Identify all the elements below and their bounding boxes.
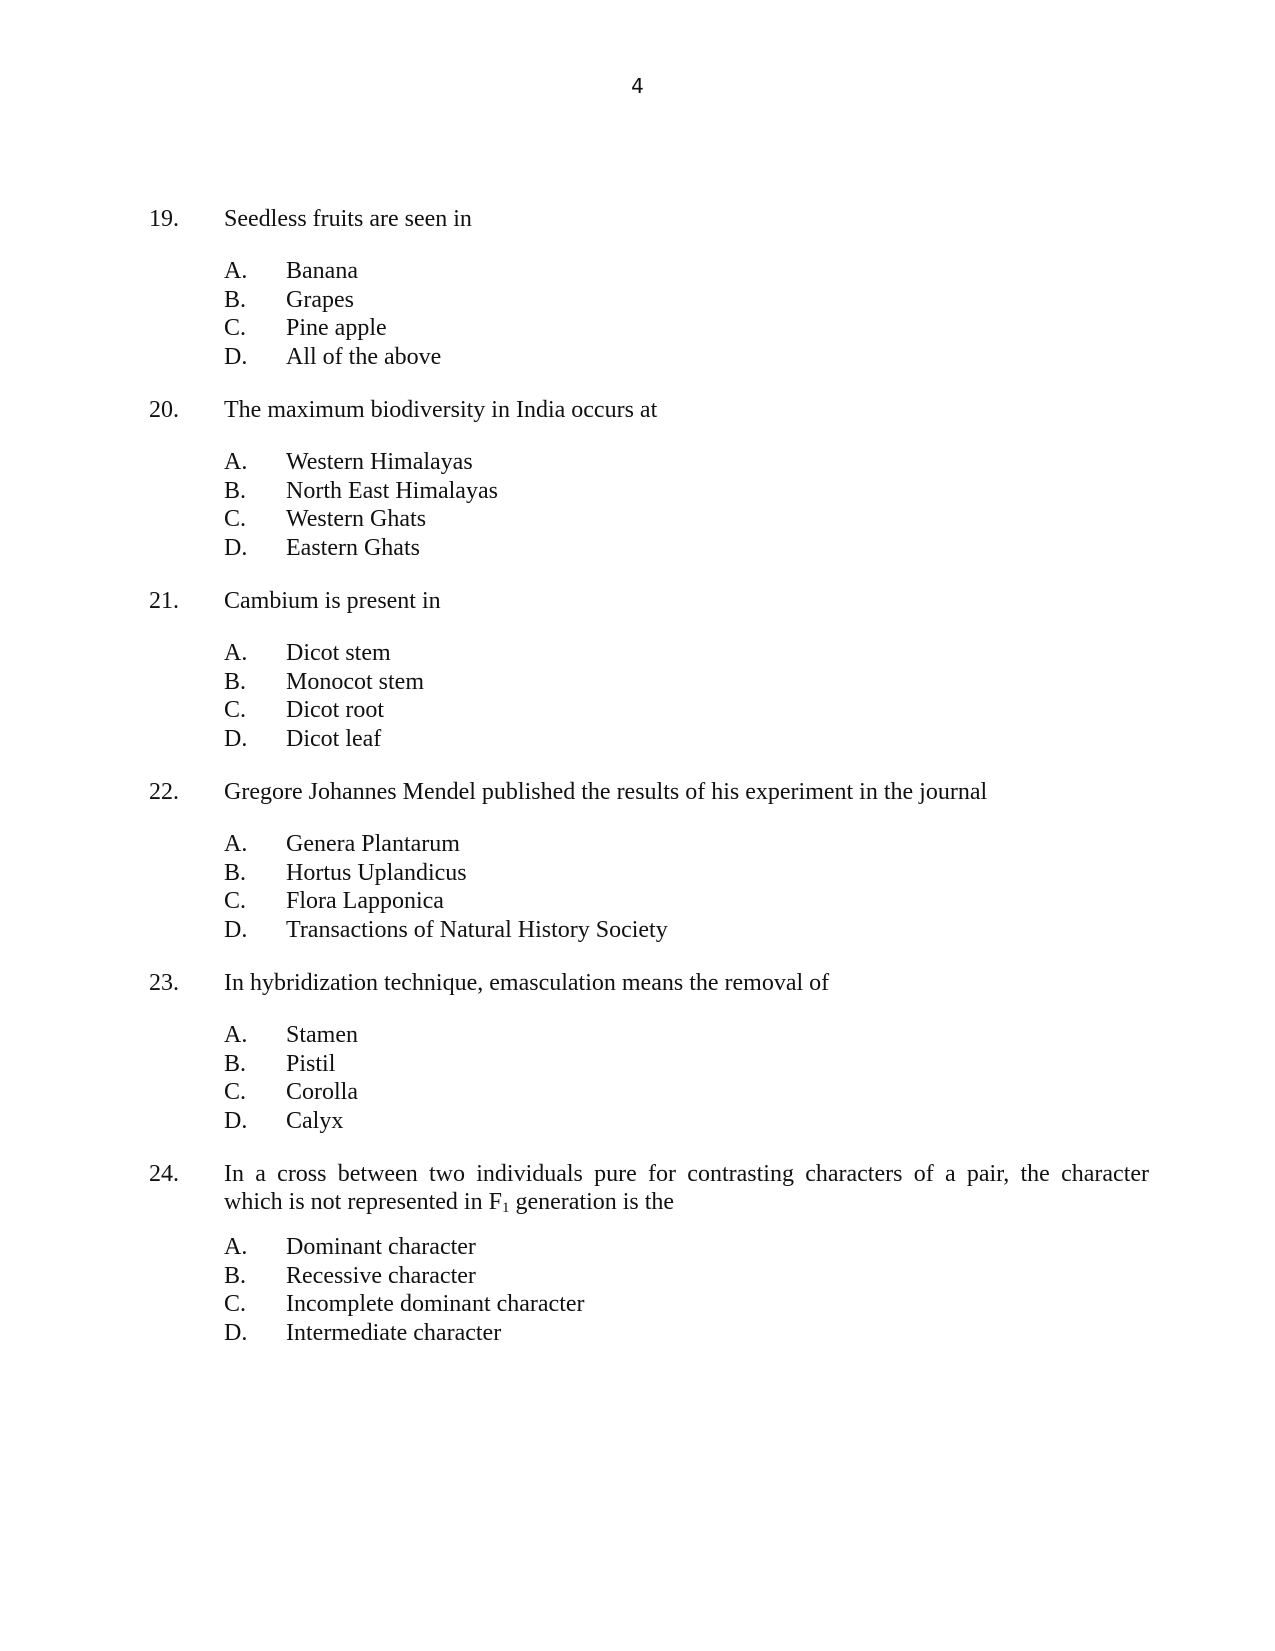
- option-d[interactable]: [224, 534, 1149, 563]
- option-letter: C.: [224, 1079, 247, 1106]
- option-c[interactable]: [224, 1078, 1149, 1107]
- option-a[interactable]: [224, 639, 1149, 668]
- question-text: Seedless fruits are seen in: [224, 206, 472, 232]
- option-text: Transactions of Natural History Society: [286, 917, 668, 944]
- question-21: [149, 587, 1149, 754]
- option-text: Dominant character: [286, 1234, 476, 1260]
- option-a[interactable]: [224, 448, 1149, 477]
- option-letter: A.: [224, 1022, 248, 1048]
- option-list: [224, 257, 1149, 372]
- option-letter: B.: [224, 859, 247, 886]
- option-letter: B.: [224, 477, 247, 504]
- option-letter: D.: [224, 1108, 248, 1135]
- option-b[interactable]: [224, 286, 1149, 315]
- option-c[interactable]: [224, 696, 1149, 725]
- question-text-part: generation is the: [509, 1189, 675, 1215]
- option-b[interactable]: [224, 1262, 1149, 1291]
- option-b[interactable]: [224, 1050, 1149, 1079]
- option-letter: A.: [224, 449, 248, 475]
- option-b[interactable]: [224, 859, 1149, 888]
- option-list: [224, 830, 1149, 945]
- option-letter: C.: [224, 888, 247, 915]
- option-list: [224, 448, 1149, 563]
- option-letter: C.: [224, 1291, 247, 1318]
- question-22: [149, 778, 1149, 945]
- option-text: Stamen: [286, 1022, 358, 1048]
- question-23: [149, 969, 1149, 1136]
- option-letter: B.: [224, 286, 247, 313]
- option-d[interactable]: [224, 1107, 1149, 1136]
- option-letter: C.: [224, 506, 247, 533]
- option-text: Intermediate character: [286, 1320, 502, 1347]
- question-text-line-2: [224, 1188, 1149, 1216]
- page-number: 4: [631, 74, 644, 98]
- option-letter: D.: [224, 1320, 248, 1347]
- option-d[interactable]: [224, 725, 1149, 754]
- question-text: [224, 1160, 1149, 1216]
- question-number: 21.: [149, 588, 179, 614]
- question-text: Gregore Johannes Mendel published the results of his experiment in the journal: [224, 779, 988, 805]
- option-text: Recessive character: [286, 1262, 476, 1289]
- question-number: 24.: [149, 1161, 179, 1187]
- option-d[interactable]: [224, 1319, 1149, 1348]
- option-letter: C.: [224, 315, 247, 342]
- option-d[interactable]: [224, 343, 1149, 372]
- question-text: The maximum biodiversity in India occurs at: [224, 397, 658, 423]
- option-text: Pine apple: [286, 315, 387, 342]
- option-a[interactable]: [224, 1021, 1149, 1050]
- option-letter: A.: [224, 1234, 248, 1260]
- option-text: Western Himalayas: [286, 449, 473, 475]
- option-d[interactable]: [224, 916, 1149, 945]
- option-text: Dicot root: [286, 697, 384, 724]
- option-list: [224, 639, 1149, 754]
- option-text: Grapes: [286, 286, 354, 313]
- option-a[interactable]: [224, 257, 1149, 286]
- option-c[interactable]: [224, 887, 1149, 916]
- option-text: North East Himalayas: [286, 477, 498, 504]
- subscript: 1: [501, 1200, 510, 1216]
- option-letter: A.: [224, 640, 248, 666]
- option-letter: D.: [224, 917, 248, 944]
- option-list: [224, 1233, 1149, 1348]
- question-number: 19.: [149, 206, 179, 232]
- question-24: [149, 1160, 1149, 1348]
- option-text: Corolla: [286, 1079, 358, 1106]
- option-text: All of the above: [286, 344, 442, 371]
- question-number: 20.: [149, 397, 179, 423]
- option-a[interactable]: [224, 830, 1149, 859]
- option-c[interactable]: [224, 314, 1149, 343]
- option-c[interactable]: [224, 1290, 1149, 1319]
- option-letter: B.: [224, 1262, 247, 1289]
- option-b[interactable]: [224, 668, 1149, 697]
- option-text: Genera Plantarum: [286, 831, 460, 857]
- option-text: Incomplete dominant character: [286, 1291, 585, 1318]
- question-text-part: which is not represented in F: [224, 1189, 502, 1215]
- option-text: Dicot leaf: [286, 726, 382, 753]
- question-text: In hybridization technique, emasculation means the removal of: [224, 970, 830, 996]
- option-letter: D.: [224, 535, 248, 562]
- option-text: Eastern Ghats: [286, 535, 420, 562]
- question-text-line-1: In a cross between two individuals pure for contrasting characters of a pair, the character: [224, 1161, 1149, 1187]
- option-letter: A.: [224, 258, 248, 284]
- option-letter: C.: [224, 697, 247, 724]
- option-b[interactable]: [224, 477, 1149, 506]
- option-letter: A.: [224, 831, 248, 857]
- option-list: [224, 1021, 1149, 1136]
- option-text: Pistil: [286, 1050, 336, 1077]
- option-a[interactable]: [224, 1233, 1149, 1262]
- option-text: Banana: [286, 258, 358, 284]
- question-number: 22.: [149, 779, 179, 805]
- option-letter: B.: [224, 1050, 247, 1077]
- option-text: Monocot stem: [286, 668, 424, 695]
- option-text: Dicot stem: [286, 640, 391, 666]
- option-letter: D.: [224, 344, 248, 371]
- option-c[interactable]: [224, 505, 1149, 534]
- question-19: [149, 205, 1149, 372]
- option-letter: D.: [224, 726, 248, 753]
- option-letter: B.: [224, 668, 247, 695]
- question-number: 23.: [149, 970, 179, 996]
- option-text: Calyx: [286, 1108, 344, 1135]
- question-text: Cambium is present in: [224, 588, 441, 614]
- option-text: Flora Lapponica: [286, 888, 444, 915]
- option-text: Western Ghats: [286, 506, 427, 533]
- question-20: [149, 396, 1149, 563]
- option-text: Hortus Uplandicus: [286, 859, 467, 886]
